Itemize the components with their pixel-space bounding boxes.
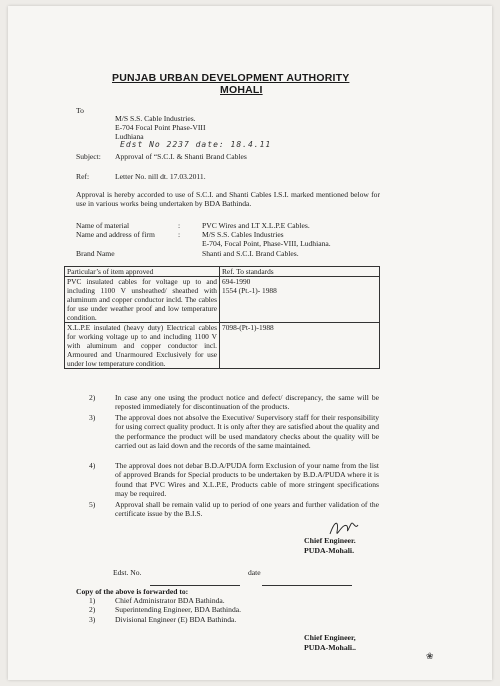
table-row [65,323,380,369]
copy-item-text: Divisional Engineer (E) BDA Bathinda. [115,615,237,624]
signature-title: Chief Engineer. [304,536,356,545]
condition-text: The approval does not debar B.D.A/PUDA form Exclusion of your name from the list of approved Brands for Special products to be undertaken by B.D.A/PUDA where it is found that PVC Wires and X.L.P.E, Products cable of more stringent specifications may be required. [115,461,379,498]
reference-text: Letter No. nill dt. 17.03.2011. [115,172,206,181]
condition-text: Approval shall be remain valid up to period of one years and further validation of the certificate issue by the B.I.S. [115,500,379,519]
copy-item-number: 3) [89,615,96,624]
standard-ref: 694-1990 [222,277,251,286]
copy-item-text: Chief Administrator BDA Bathinda. [115,596,225,605]
copy-item-number: 1) [89,596,96,605]
detail-value-firm-name: M/S S.S. Cables Industries [202,230,284,239]
addressee-company: M/S S.S. Cable Industries. [115,114,196,123]
table-row [65,277,380,323]
authority-title: PUNJAB URBAN DEVELOPMENT AUTHORITY [112,72,350,84]
detail-label-material: Name of material [76,221,130,230]
endst-label: Edst. No. [113,568,142,577]
endst-date-blank [262,568,352,586]
reference-label: Ref: [76,172,90,181]
table-header-standard: Ref. To standards [220,267,380,277]
condition-number: 3) [89,413,96,422]
detail-value-material: PVC Wires and LT X.L.P.E Cables. [202,221,310,230]
endst-date-label: date [248,568,261,577]
detail-value-firm-address: E-704, Focal Point, Phase-VIII, Ludhiana. [202,239,331,248]
detail-label-brand: Brand Name [76,249,115,258]
table-header-row [65,267,380,277]
pen-mark: ❀ [426,651,434,661]
addressee-street: E-704 Focal Point Phase-VIII [115,123,206,132]
condition-number: 2) [89,393,96,402]
signature-organisation: PUDA-Mohali. [304,546,355,555]
detail-sep-material: : [178,221,181,230]
copy-item-text: Superintending Engineer, BDA Bathinda. [115,605,242,614]
table-cell-standards [220,277,380,323]
table-cell-standards [220,323,380,369]
table-header-item: Particular’s of item approved [65,267,220,277]
approved-items-table [64,266,380,369]
table-cell-item: X.L.P.E insulated (heavy duty) Electrical cables for working voltage up to and including 1100 V with aluminum and copper conductor incl. Armoured and Unarmoured Exclusively for use under low temperature condition. [65,323,220,369]
copy-heading: Copy of the above is forwarded to: [76,587,189,596]
condition-text: In case any one using the product notice and defect/ discrepancy, the same will be reposted immediately for discontinuation of the products. [115,393,379,412]
signature-title: Chief Engineer, [304,633,356,642]
subject-label: Subject: [76,152,101,161]
condition-number: 4) [89,461,96,470]
subject-text: Approval of “S.C.I. & Shanti Brand Cables [115,152,247,161]
condition-number: 5) [89,500,96,509]
table-cell-item: PVC insulated cables for voltage up to and including 1100 V unsheathed/ sheathed with aluminum and copper conductor incld. The cables for use under weather proof and low temperature condition. [65,277,220,323]
detail-label-firm: Name and address of firm [76,230,155,239]
standard-ref: 7098-(Pt-1)-1988 [222,323,274,332]
handwritten-dispatch-note: Edst No 2237 date: 18.4.11 [120,140,272,149]
addressee-city: Ludhiana [115,132,144,141]
authority-city: MOHALI [220,84,263,96]
to-label: To [76,106,84,115]
endst-number-blank [150,568,240,586]
standard-ref: 1554 (Pt.-1)- 1988 [222,286,277,295]
signature-organisation: PUDA-Mohali.. [304,643,356,652]
copy-item-number: 2) [89,605,96,614]
condition-text: The approval does not absolve the Executive/ Supervisory staff for their responsibility for using correct quality product. It is only after they are satisfied about the quality and the performance the product will be used mandatory checks about the quality will be carried out as laid down and the records of the same maintained. [115,413,380,450]
detail-value-brand: Shanti and S.C.I. Brand Cables. [202,249,299,258]
approval-paragraph: Approval is hereby accorded to use of S.C.I. and Shanti Cables I.S.I. marked mentioned below for use in various works being undertaken by BDA Bathinda. [76,190,380,209]
detail-sep-firm: : [178,230,181,239]
